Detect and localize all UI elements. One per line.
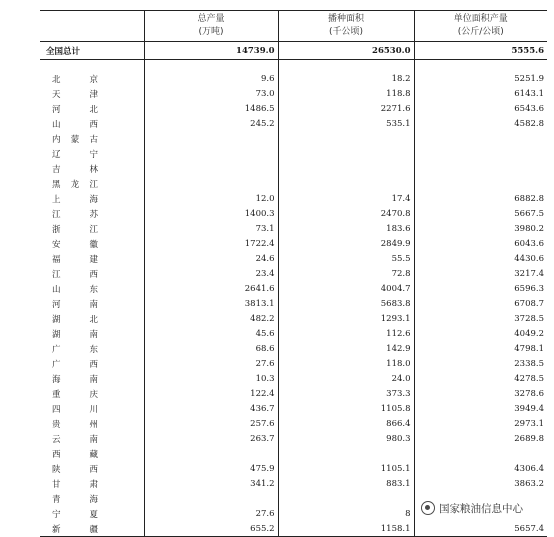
region-label: 河 南 <box>52 299 98 310</box>
yield-cell: 6882.8 <box>414 191 547 206</box>
yield-cell: 4306.4 <box>414 461 547 476</box>
table-row <box>40 311 547 326</box>
table-row <box>40 236 547 251</box>
header-yield <box>414 11 547 42</box>
area-cell: 5683.8 <box>278 296 414 311</box>
area-cell: 4004.7 <box>278 281 414 296</box>
region-name <box>40 431 144 446</box>
region-label: 云 南 <box>52 434 98 445</box>
table-row <box>40 191 547 206</box>
area-cell: 1293.1 <box>278 311 414 326</box>
region-label: 吉 林 <box>52 164 98 175</box>
area-cell: 2271.6 <box>278 101 414 116</box>
production-cell: 24.6 <box>144 251 278 266</box>
region-name <box>40 296 144 311</box>
production-cell: 73.1 <box>144 221 278 236</box>
region-label: 甘 肃 <box>52 479 98 490</box>
area-cell: 24.0 <box>278 371 414 386</box>
region-label: 海 南 <box>52 374 98 385</box>
yield-cell <box>414 146 547 161</box>
region-label: 湖 南 <box>52 329 98 340</box>
area-cell: 55.5 <box>278 251 414 266</box>
table-row <box>40 146 547 161</box>
region-name <box>40 146 144 161</box>
region-label: 湖 北 <box>52 314 98 325</box>
area-cell: 142.9 <box>278 341 414 356</box>
region-label: 河 北 <box>52 104 98 115</box>
region-label: 北 京 <box>52 74 98 85</box>
area-cell: 2849.9 <box>278 236 414 251</box>
area-cell <box>278 446 414 461</box>
region-label: 山 东 <box>52 284 98 295</box>
region-name <box>40 221 144 236</box>
table-row <box>40 461 547 476</box>
region-name <box>40 266 144 281</box>
area-cell: 17.4 <box>278 191 414 206</box>
table-row <box>40 131 547 146</box>
yield-cell <box>414 131 547 146</box>
table-row <box>40 101 547 116</box>
yield-cell: 2973.1 <box>414 416 547 431</box>
area-cell: 866.4 <box>278 416 414 431</box>
production-cell: 122.4 <box>144 386 278 401</box>
region-name <box>40 461 144 476</box>
area-cell: 535.1 <box>278 116 414 131</box>
total-label: 全国总计 <box>40 42 144 60</box>
region-label: 重 庆 <box>52 389 98 400</box>
region-name <box>40 446 144 461</box>
header-area-unit: (千公顷) <box>328 27 364 37</box>
production-cell: 482.2 <box>144 311 278 326</box>
yield-cell <box>414 176 547 191</box>
total-yield: 5555.6 <box>414 42 547 60</box>
production-cell: 263.7 <box>144 431 278 446</box>
production-cell <box>144 491 278 506</box>
yield-cell: 4582.8 <box>414 116 547 131</box>
region-label: 广 东 <box>52 344 98 355</box>
region-label: 黑龙江 <box>52 179 98 190</box>
table-row <box>40 296 547 311</box>
production-cell: 12.0 <box>144 191 278 206</box>
region-label: 山 西 <box>52 119 98 130</box>
total-production: 14739.0 <box>144 42 278 60</box>
table-row <box>40 341 547 356</box>
area-cell: 883.1 <box>278 476 414 491</box>
area-cell: 1105.8 <box>278 401 414 416</box>
table-row <box>40 326 547 341</box>
region-name <box>40 101 144 116</box>
production-cell <box>144 176 278 191</box>
region-label: 四 川 <box>52 404 98 415</box>
table-row <box>40 221 547 236</box>
region-label: 浙 江 <box>52 224 98 235</box>
region-name <box>40 401 144 416</box>
header-region <box>40 11 144 42</box>
region-name <box>40 131 144 146</box>
production-cell: 73.0 <box>144 86 278 101</box>
region-name <box>40 356 144 371</box>
region-name <box>40 86 144 101</box>
yield-cell: 6596.3 <box>414 281 547 296</box>
table-row <box>40 416 547 431</box>
area-cell <box>278 146 414 161</box>
header-production-title: 总产量 <box>197 14 225 24</box>
yield-cell: 5251.9 <box>414 71 547 86</box>
production-cell: 475.9 <box>144 461 278 476</box>
yield-cell: 3278.6 <box>414 386 547 401</box>
watermark <box>418 498 526 518</box>
production-cell <box>144 446 278 461</box>
region-name <box>40 311 144 326</box>
table-row <box>40 266 547 281</box>
table-row <box>40 71 547 86</box>
region-name <box>40 116 144 131</box>
region-name <box>40 386 144 401</box>
area-cell: 118.8 <box>278 86 414 101</box>
region-label: 陕 西 <box>52 464 98 475</box>
yield-cell: 3217.4 <box>414 266 547 281</box>
yield-cell: 2689.8 <box>414 431 547 446</box>
region-name <box>40 161 144 176</box>
region-label: 西 藏 <box>52 449 98 460</box>
yield-cell: 4278.5 <box>414 371 547 386</box>
production-cell: 68.6 <box>144 341 278 356</box>
region-name <box>40 236 144 251</box>
header-production <box>144 11 278 42</box>
region-name <box>40 281 144 296</box>
production-cell: 23.4 <box>144 266 278 281</box>
area-cell <box>278 491 414 506</box>
header-production-unit: (万吨) <box>198 27 224 37</box>
region-label: 上 海 <box>52 194 98 205</box>
area-cell <box>278 161 414 176</box>
region-name <box>40 506 144 521</box>
production-cell: 1400.3 <box>144 206 278 221</box>
table-row <box>40 371 547 386</box>
production-cell: 436.7 <box>144 401 278 416</box>
area-cell: 72.8 <box>278 266 414 281</box>
production-cell: 27.6 <box>144 356 278 371</box>
region-name <box>40 491 144 506</box>
table-row <box>40 206 547 221</box>
production-cell: 3813.1 <box>144 296 278 311</box>
table-row <box>40 251 547 266</box>
production-cell: 1722.4 <box>144 236 278 251</box>
table-row <box>40 86 547 101</box>
table-row <box>40 356 547 371</box>
region-label: 贵 州 <box>52 419 98 430</box>
area-cell: 980.3 <box>278 431 414 446</box>
total-row <box>40 42 547 60</box>
area-cell: 183.6 <box>278 221 414 236</box>
region-name <box>40 416 144 431</box>
table-row <box>40 431 547 446</box>
region-label: 宁 夏 <box>52 509 98 520</box>
yield-cell: 5667.5 <box>414 206 547 221</box>
production-cell: 655.2 <box>144 521 278 537</box>
area-cell <box>278 176 414 191</box>
statistics-table-frame <box>40 10 547 533</box>
area-cell: 373.3 <box>278 386 414 401</box>
yield-cell: 3980.2 <box>414 221 547 236</box>
production-cell <box>144 161 278 176</box>
yield-cell: 2338.5 <box>414 356 547 371</box>
region-name <box>40 371 144 386</box>
yield-cell: 6708.7 <box>414 296 547 311</box>
spacer-row <box>40 60 547 72</box>
total-area: 26530.0 <box>278 42 414 60</box>
area-cell: 112.6 <box>278 326 414 341</box>
region-label: 天 津 <box>52 89 98 100</box>
header-yield-unit: (公斤/公顷) <box>457 27 504 37</box>
production-cell: 45.6 <box>144 326 278 341</box>
production-cell: 27.6 <box>144 506 278 521</box>
table-row <box>40 476 547 491</box>
area-cell <box>278 131 414 146</box>
header-yield-title: 单位面积产量 <box>453 14 508 24</box>
grain-statistics-table <box>40 10 547 537</box>
table-row <box>40 161 547 176</box>
yield-cell: 6143.1 <box>414 86 547 101</box>
yield-cell: 4430.6 <box>414 251 547 266</box>
region-label: 安 徽 <box>52 239 98 250</box>
region-label: 青 海 <box>52 494 98 505</box>
region-label: 广 西 <box>52 359 98 370</box>
yield-cell: 3949.4 <box>414 401 547 416</box>
region-label: 新 疆 <box>52 524 98 535</box>
area-cell: 1158.1 <box>278 521 414 537</box>
region-label: 福 建 <box>52 254 98 265</box>
production-cell: 341.2 <box>144 476 278 491</box>
yield-cell: 5657.4 <box>414 521 547 537</box>
yield-cell: 6543.6 <box>414 101 547 116</box>
region-name <box>40 176 144 191</box>
region-name <box>40 71 144 86</box>
region-name <box>40 191 144 206</box>
region-label: 内蒙古 <box>52 134 98 145</box>
production-cell: 9.6 <box>144 71 278 86</box>
header-area-title: 播种面积 <box>327 14 364 24</box>
region-name <box>40 206 144 221</box>
region-label: 江 西 <box>52 269 98 280</box>
table-row <box>40 401 547 416</box>
region-name <box>40 521 144 537</box>
region-label: 辽 宁 <box>52 149 98 160</box>
yield-cell: 6043.6 <box>414 236 547 251</box>
table-row <box>40 446 547 461</box>
yield-cell: 4049.2 <box>414 326 547 341</box>
region-name <box>40 251 144 266</box>
area-cell: 18.2 <box>278 71 414 86</box>
production-cell: 1486.5 <box>144 101 278 116</box>
area-cell: 1105.1 <box>278 461 414 476</box>
table-row <box>40 281 547 296</box>
production-cell: 245.2 <box>144 116 278 131</box>
region-label: 江 苏 <box>52 209 98 220</box>
header-area <box>278 11 414 42</box>
table-row <box>40 116 547 131</box>
header-row <box>40 11 547 42</box>
yield-cell: 4798.1 <box>414 341 547 356</box>
area-cell: 2470.8 <box>278 206 414 221</box>
region-name <box>40 476 144 491</box>
production-cell: 2641.6 <box>144 281 278 296</box>
watermark-text: 国家粮油信息中心 <box>439 502 523 515</box>
yield-cell <box>414 161 547 176</box>
wechat-channel-icon <box>421 501 435 515</box>
production-cell: 10.3 <box>144 371 278 386</box>
production-cell <box>144 131 278 146</box>
area-cell: 8 <box>278 506 414 521</box>
production-cell <box>144 146 278 161</box>
production-cell: 257.6 <box>144 416 278 431</box>
table-row <box>40 386 547 401</box>
yield-cell <box>414 446 547 461</box>
table-row <box>40 176 547 191</box>
table-row <box>40 521 547 537</box>
yield-cell: 3863.2 <box>414 476 547 491</box>
area-cell: 118.0 <box>278 356 414 371</box>
region-name <box>40 326 144 341</box>
yield-cell: 3728.5 <box>414 311 547 326</box>
region-name <box>40 341 144 356</box>
